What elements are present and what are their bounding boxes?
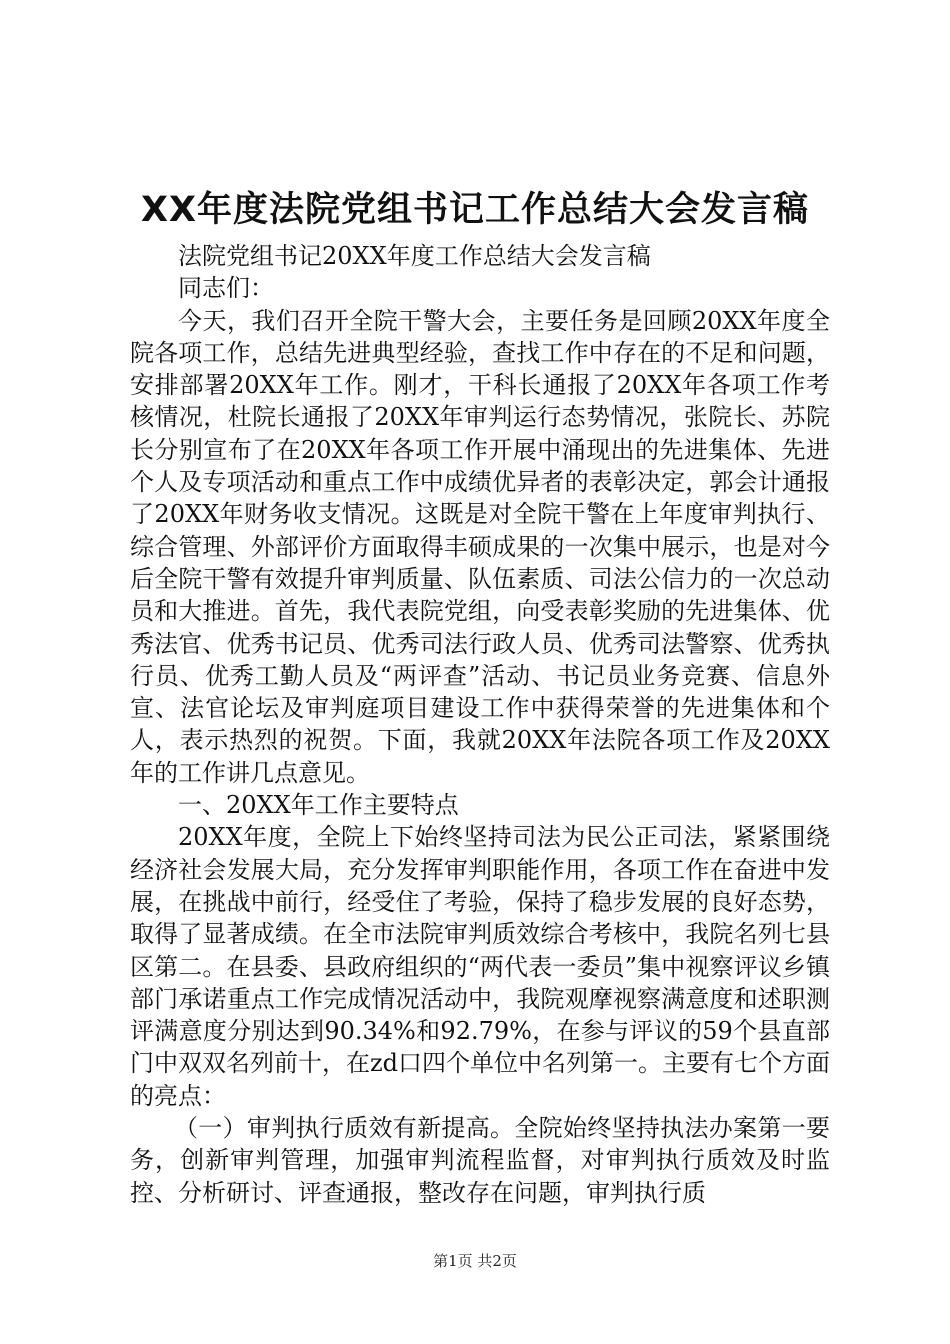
section-heading: 一、20XX年工作主要特点 [178, 791, 459, 820]
page-footer: 第1页 共2页 [433, 1252, 517, 1270]
document-body [130, 240, 830, 1209]
paragraph-features: 20XX年度，全院上下始终坚持司法为民公正司法，紧紧围绕经济社会发展大局，充分发挥审判职能作用，各项工作在奋进中发展，在挑战中前行，经受住了考验，保持了稳步发展的良好态势，取得了显著成绩。在全市法院审判质效综合考核中，我院名列七县区第二。在县委、县政府组织的“两代表一委员”集中视察评议乡镇部门承诺重点工作完成情况活动中，我院观摩视察满意度和述职测评满意度分别达到90.34%和92.79%，在参与评议的59个县直部门中双双名列前十，在zd口四个单位中名列第一。主要有七个方面的亮点： [130, 823, 831, 1110]
document-title: XX年度法院党组书记工作总结大会发言稿 [141, 190, 809, 230]
paragraph-intro: 今天，我们召开全院干警大会，主要任务是回顾20XX年度全院各项工作，总结先进典型经验，查找工作中存在的不足和问题，安排部署20XX年工作。刚才，干科长通报了20XX年各项工作考核情况，杜院长通报了20XX年审判运行态势情况，张院长、苏院长分别宣布了在20XX年各项工作开展中涌现出的先进集体、先进个人及专项活动和重点工作中成绩优异者的表彰决定，郭会计通报了20XX年财务收支情况。这既是对全院干警在上年度审判执行、综合管理、外部评价方面取得丰硕成果的一次集中展示，也是对今后全院干警有效提升审判质量、队伍素质、司法公信力的一次总动员和大推进。首先，我代表院党组，向受表彰奖励的先进集体、优秀法官、优秀书记员、优秀司法行政人员、优秀司法警察、优秀执行员、优秀工勤人员及“两评查”活动、书记员业务竞赛、信息外宣、法官论坛及审判庭项目建设工作中获得荣誉的先进集体和个人，表示热烈的祝贺。下面，我就20XX年法院各项工作及20XX年的工作讲几点意见。 [130, 306, 830, 787]
paragraph-subsection: （一）审判执行质效有新提高。全院始终坚持执法办案第一要务，创新审判管理，加强审判流程监督，对审判执行质效及时监控、分析研讨、评查通报，整改存在问题，审判执行质 [130, 1114, 830, 1207]
salutation: 同志们： [178, 274, 274, 303]
document-subtitle: 法院党组书记20XX年度工作总结大会发言稿 [178, 242, 651, 270]
